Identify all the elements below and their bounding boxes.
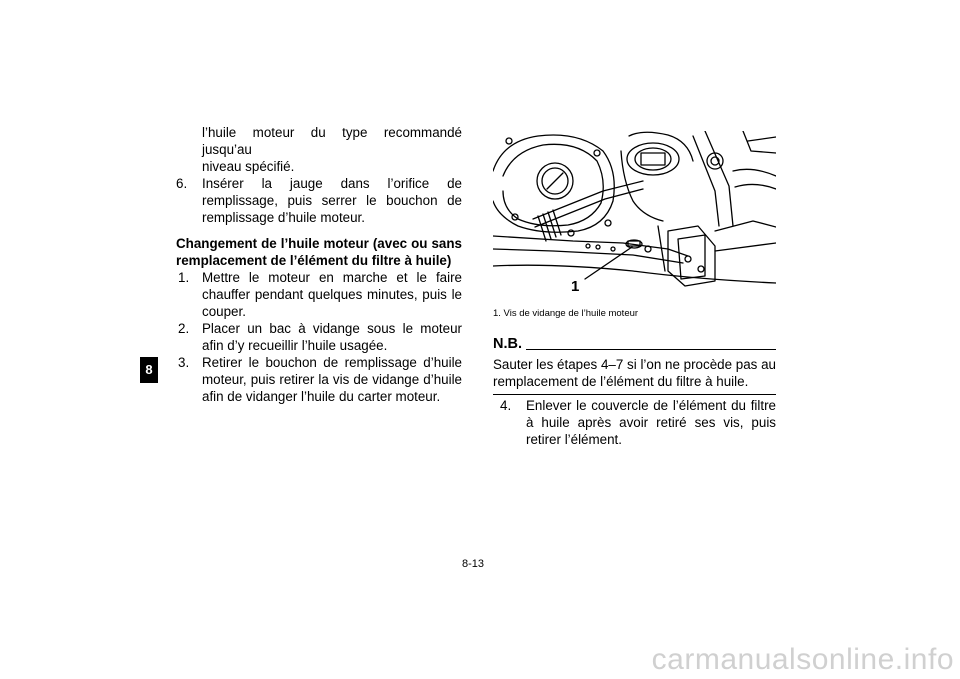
watermark: carmanualsonline.info (651, 643, 954, 676)
continued-text-line2: niveau spécifié. (202, 159, 295, 174)
right-steps (493, 397, 776, 448)
step-number: 6. (176, 176, 188, 191)
step-6 (176, 175, 462, 226)
step-number: 4. (500, 398, 512, 413)
step-number: 3. (178, 355, 190, 370)
step-text: Mettre le moteur en marche et le faire chauffer pendant quelques minutes, puis le couper. (202, 270, 462, 319)
section-heading: Changement de l’huile moteur (avec ou sans remplacement de l’élément du filtre à huile) (176, 236, 462, 268)
step-text: Enlever le couvercle de l’élément du filtre à huile après avoir retiré ses vis, puis retirer l’élément. (526, 398, 776, 447)
step-text: Retirer le bouchon de remplissage d’huile moteur, puis retirer la vis de vidange d’huile afin de vidanger l’huile du carter moteur. (202, 355, 462, 404)
engine-drain-bolt-drawing (493, 131, 776, 294)
step-text: Placer un bac à vidange sous le moteur afin d’y recueillir l’huile usagée. (202, 321, 462, 353)
step-2 (176, 320, 462, 354)
figure-caption: 1. Vis de vidange de l’huile moteur (493, 308, 639, 319)
note-rule (526, 349, 776, 350)
page-number: 8-13 (462, 558, 485, 570)
step-text: Insérer la jauge dans l’orifice de remplissage, puis serrer le bouchon de remplissage d’huile moteur. (202, 176, 462, 225)
continued-text-line1: l’huile moteur du type recommandé jusqu’au (202, 125, 462, 157)
engine-illustration (493, 131, 776, 294)
callout-number: 1 (571, 278, 580, 294)
step-number: 1. (178, 270, 190, 285)
note-title: N.B. (493, 336, 522, 352)
note-header (493, 337, 776, 352)
note-box (493, 337, 776, 395)
step-3 (176, 354, 462, 405)
step-1 (176, 269, 462, 320)
left-column (176, 124, 462, 405)
chapter-tab: 8 (140, 357, 158, 383)
step-4 (493, 397, 776, 448)
step-number: 2. (178, 321, 190, 336)
note-body: Sauter les étapes 4–7 si l’on ne procède pas au remplacement de l’élément du filtre à huile. (493, 356, 776, 395)
